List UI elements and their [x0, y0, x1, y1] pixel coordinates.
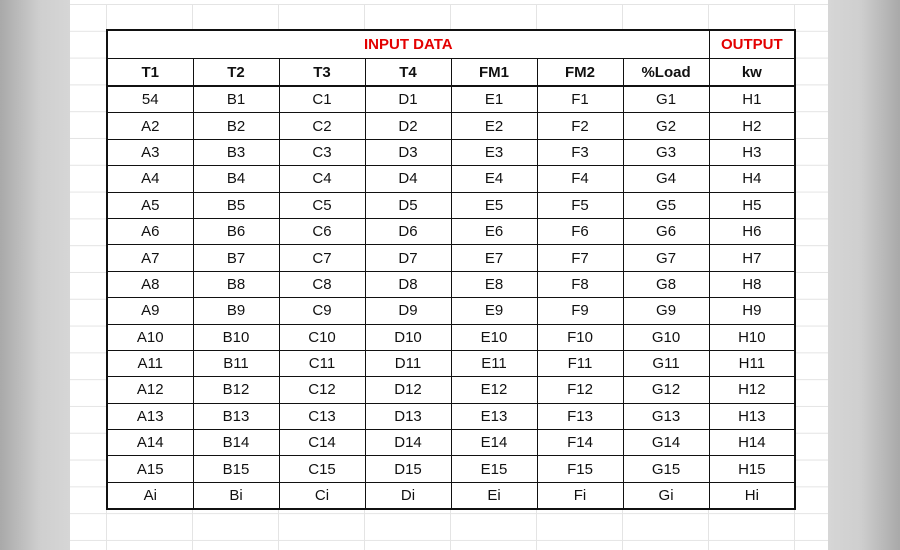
table-cell[interactable]: E2	[451, 113, 537, 139]
table-cell[interactable]: F15	[537, 456, 623, 482]
table-cell[interactable]: B6	[193, 218, 279, 244]
column-header[interactable]: %Load	[623, 59, 709, 87]
table-cell[interactable]: C4	[279, 166, 365, 192]
table-cell[interactable]: A6	[107, 218, 193, 244]
table-cell[interactable]: B15	[193, 456, 279, 482]
output-band[interactable]: OUTPUT	[709, 30, 795, 59]
column-header[interactable]: T1	[107, 59, 193, 87]
table-cell[interactable]: E6	[451, 218, 537, 244]
table-cell[interactable]: H11	[709, 350, 795, 376]
table-cell[interactable]: H5	[709, 192, 795, 218]
table-cell[interactable]: H7	[709, 245, 795, 271]
table-cell[interactable]: A9	[107, 298, 193, 324]
table-cell[interactable]: C8	[279, 271, 365, 297]
table-cell[interactable]: B8	[193, 271, 279, 297]
table-cell[interactable]: F6	[537, 218, 623, 244]
table-row	[107, 139, 795, 165]
table-cell[interactable]: F10	[537, 324, 623, 350]
column-header[interactable]: T4	[365, 59, 451, 87]
table-row	[107, 245, 795, 271]
table-cell[interactable]: H10	[709, 324, 795, 350]
table-cell[interactable]: D1	[365, 86, 451, 113]
table-cell[interactable]: A13	[107, 403, 193, 429]
table-cell[interactable]: A15	[107, 456, 193, 482]
table-cell[interactable]: F8	[537, 271, 623, 297]
column-header[interactable]: FM2	[537, 59, 623, 87]
table-cell[interactable]: C3	[279, 139, 365, 165]
table-cell[interactable]: E8	[451, 271, 537, 297]
table-row	[107, 403, 795, 429]
table-cell[interactable]: B4	[193, 166, 279, 192]
table-cell[interactable]: E3	[451, 139, 537, 165]
table-row	[107, 456, 795, 482]
input-data-band[interactable]: INPUT DATA	[107, 30, 709, 59]
table-cell[interactable]: G8	[623, 271, 709, 297]
table-cell[interactable]: B10	[193, 324, 279, 350]
table-cell[interactable]: H9	[709, 298, 795, 324]
column-header[interactable]: kw	[709, 59, 795, 87]
table-cell[interactable]: C1	[279, 86, 365, 113]
table-cell[interactable]: G3	[623, 139, 709, 165]
table-cell[interactable]: E4	[451, 166, 537, 192]
table-cell[interactable]: E13	[451, 403, 537, 429]
table-cell[interactable]: C13	[279, 403, 365, 429]
table-cell[interactable]: H1	[709, 86, 795, 113]
table-cell[interactable]: Ai	[107, 482, 193, 509]
table-cell[interactable]: F12	[537, 377, 623, 403]
header-row	[107, 59, 795, 87]
table-cell[interactable]: D8	[365, 271, 451, 297]
table-cell[interactable]: A5	[107, 192, 193, 218]
table-cell[interactable]: D3	[365, 139, 451, 165]
table-cell[interactable]: G15	[623, 456, 709, 482]
table-cell[interactable]: A3	[107, 139, 193, 165]
table-cell[interactable]: F1	[537, 86, 623, 113]
table-row	[107, 430, 795, 456]
table-cell[interactable]: H14	[709, 430, 795, 456]
table-cell[interactable]: F5	[537, 192, 623, 218]
table-cell[interactable]: B2	[193, 113, 279, 139]
table-row	[107, 192, 795, 218]
table-cell[interactable]: D12	[365, 377, 451, 403]
table-cell[interactable]: E7	[451, 245, 537, 271]
table-cell[interactable]: C15	[279, 456, 365, 482]
table-cell[interactable]: F3	[537, 139, 623, 165]
table-cell[interactable]: G2	[623, 113, 709, 139]
table-cell[interactable]: B13	[193, 403, 279, 429]
table-cell[interactable]: F13	[537, 403, 623, 429]
table-cell[interactable]: H3	[709, 139, 795, 165]
table-cell[interactable]: B9	[193, 298, 279, 324]
table-cell[interactable]: Bi	[193, 482, 279, 509]
table-cell[interactable]: Di	[365, 482, 451, 509]
table-cell[interactable]: G10	[623, 324, 709, 350]
table-cell[interactable]: 54	[107, 86, 193, 113]
table-cell[interactable]: Fi	[537, 482, 623, 509]
band-row	[107, 30, 795, 59]
table-cell[interactable]: B7	[193, 245, 279, 271]
table-row	[107, 298, 795, 324]
table-cell[interactable]: H2	[709, 113, 795, 139]
table-row	[107, 377, 795, 403]
table-cell[interactable]: B14	[193, 430, 279, 456]
table-cell[interactable]: G1	[623, 86, 709, 113]
table-cell[interactable]: G4	[623, 166, 709, 192]
table-cell[interactable]: B5	[193, 192, 279, 218]
table-cell[interactable]: C10	[279, 324, 365, 350]
table-cell[interactable]: F11	[537, 350, 623, 376]
table-cell[interactable]: A8	[107, 271, 193, 297]
table-cell[interactable]: F2	[537, 113, 623, 139]
table-cell[interactable]: G14	[623, 430, 709, 456]
table-cell[interactable]: H15	[709, 456, 795, 482]
table-cell[interactable]: F7	[537, 245, 623, 271]
table-cell[interactable]: E1	[451, 86, 537, 113]
table-cell[interactable]: G13	[623, 403, 709, 429]
table-cell[interactable]: C2	[279, 113, 365, 139]
table-cell[interactable]: E15	[451, 456, 537, 482]
table-cell[interactable]: H13	[709, 403, 795, 429]
table-cell[interactable]: H6	[709, 218, 795, 244]
table-cell[interactable]: D7	[365, 245, 451, 271]
table-cell[interactable]: E5	[451, 192, 537, 218]
table-cell[interactable]: H8	[709, 271, 795, 297]
table-cell[interactable]: D6	[365, 218, 451, 244]
table-cell[interactable]: H12	[709, 377, 795, 403]
table-cell[interactable]: C14	[279, 430, 365, 456]
table-cell[interactable]: C7	[279, 245, 365, 271]
table-row	[107, 86, 795, 113]
table-body	[107, 86, 795, 509]
table-cell[interactable]: A10	[107, 324, 193, 350]
table-cell[interactable]: A7	[107, 245, 193, 271]
table-cell[interactable]: D11	[365, 350, 451, 376]
column-header[interactable]: T2	[193, 59, 279, 87]
table-cell[interactable]: E11	[451, 350, 537, 376]
table-cell[interactable]: G9	[623, 298, 709, 324]
table-cell[interactable]: D5	[365, 192, 451, 218]
table-cell[interactable]: C11	[279, 350, 365, 376]
table-cell[interactable]: H4	[709, 166, 795, 192]
table-cell[interactable]: G6	[623, 218, 709, 244]
table-cell[interactable]: D4	[365, 166, 451, 192]
table-cell[interactable]: F9	[537, 298, 623, 324]
table-cell[interactable]: G5	[623, 192, 709, 218]
table-cell[interactable]: C5	[279, 192, 365, 218]
table-cell[interactable]: D2	[365, 113, 451, 139]
table-cell[interactable]: D9	[365, 298, 451, 324]
table-cell[interactable]: E12	[451, 377, 537, 403]
table-cell[interactable]: G7	[623, 245, 709, 271]
table-row	[107, 350, 795, 376]
table-cell[interactable]: A4	[107, 166, 193, 192]
table-row	[107, 113, 795, 139]
table-row	[107, 218, 795, 244]
table-cell[interactable]: F4	[537, 166, 623, 192]
table-cell[interactable]: B11	[193, 350, 279, 376]
table-cell[interactable]: C9	[279, 298, 365, 324]
table-cell[interactable]: E14	[451, 430, 537, 456]
table-cell[interactable]: D15	[365, 456, 451, 482]
table-row	[107, 166, 795, 192]
table-cell[interactable]: Ei	[451, 482, 537, 509]
table-cell[interactable]: Ci	[279, 482, 365, 509]
table-cell[interactable]: A14	[107, 430, 193, 456]
table-cell[interactable]: A11	[107, 350, 193, 376]
table-cell[interactable]: C12	[279, 377, 365, 403]
table-cell[interactable]: E9	[451, 298, 537, 324]
table-cell[interactable]: E10	[451, 324, 537, 350]
column-header[interactable]: T3	[279, 59, 365, 87]
column-header[interactable]: FM1	[451, 59, 537, 87]
table-cell[interactable]: F14	[537, 430, 623, 456]
table-row	[107, 482, 795, 509]
table-cell[interactable]: D14	[365, 430, 451, 456]
table-cell[interactable]: C6	[279, 218, 365, 244]
table-cell[interactable]: G12	[623, 377, 709, 403]
table-cell[interactable]: G11	[623, 350, 709, 376]
table-cell[interactable]: B12	[193, 377, 279, 403]
table-cell[interactable]: D13	[365, 403, 451, 429]
data-table-container	[106, 29, 796, 510]
table-cell[interactable]: A12	[107, 377, 193, 403]
table-cell[interactable]: A2	[107, 113, 193, 139]
table-row	[107, 271, 795, 297]
table-cell[interactable]: D10	[365, 324, 451, 350]
table-cell[interactable]: B3	[193, 139, 279, 165]
table-cell[interactable]: Gi	[623, 482, 709, 509]
table-cell[interactable]: B1	[193, 86, 279, 113]
table-row	[107, 324, 795, 350]
table-cell[interactable]: Hi	[709, 482, 795, 509]
data-table	[106, 29, 796, 510]
